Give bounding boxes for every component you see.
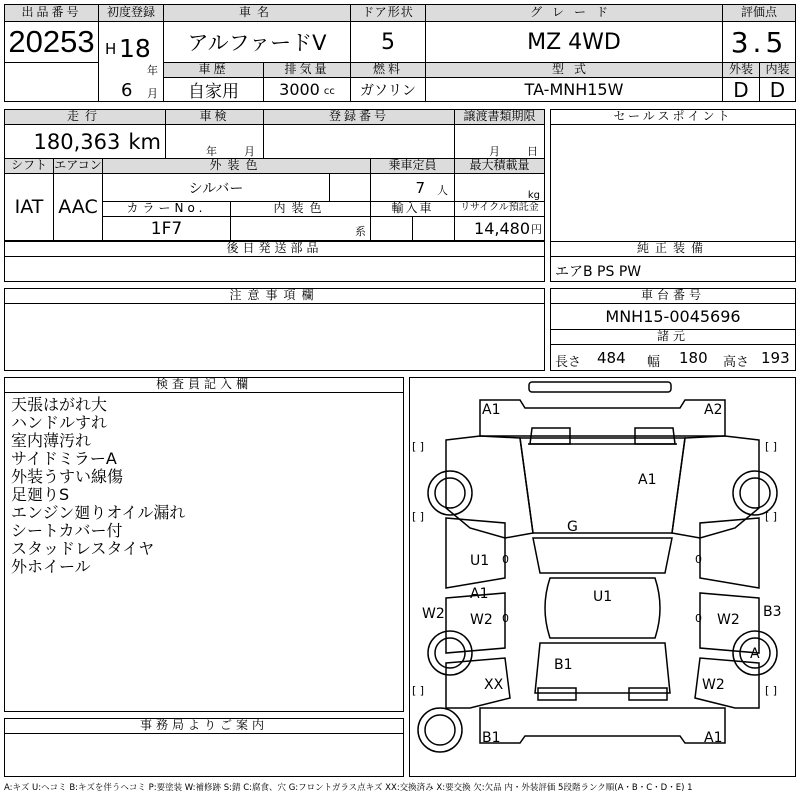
import-value-b <box>412 216 455 241</box>
seats-value <box>370 173 455 202</box>
recycle-unit: 円 <box>531 222 542 236</box>
int-label: 内装 <box>759 62 796 78</box>
model-value-text: TA-MNH15W <box>524 80 624 99</box>
history-label: 車歴 <box>163 62 264 78</box>
note-line: 足廻りS <box>11 485 70 504</box>
ext-label: 外装 <box>722 62 760 78</box>
mileage-unit: km <box>128 129 161 154</box>
car-outline <box>410 378 795 776</box>
zero-right-rear: 0 <box>695 612 702 625</box>
later-parts-label: 後日発送部品 <box>4 241 545 257</box>
mark-xx-left-rear: XX <box>484 677 504 693</box>
note-line: ハンドルすれ <box>11 413 108 432</box>
lot-label: 出品番号 <box>4 4 99 22</box>
mark-a1-left-rear: A1 <box>470 586 489 602</box>
mark-u1-left-door: U1 <box>470 553 490 569</box>
note-line: スタッドレスタイヤ <box>11 539 155 558</box>
office-value <box>4 733 404 777</box>
mark-u1-roof: U1 <box>593 589 613 605</box>
model-value <box>425 77 723 102</box>
lot-number-text: 20253 <box>8 24 95 59</box>
recycle-value-text: 14,480 <box>474 219 530 238</box>
sales-value <box>550 124 796 242</box>
grade-label: グレード <box>425 4 723 22</box>
car-diagram <box>409 377 796 777</box>
recycle-value <box>454 216 545 241</box>
color-value-text: シルバー <box>188 180 244 197</box>
note-line: エンジン廻りオイル漏れ <box>11 503 186 522</box>
history-value-text: 自家用 <box>188 82 239 102</box>
name-label: 車名 <box>163 4 351 22</box>
inspection-label: 車検 <box>165 109 264 125</box>
year-unit: 年 <box>147 64 158 77</box>
door-value <box>350 21 426 63</box>
mark-w2-left-wheel: W2 <box>422 606 445 622</box>
caution-label: 注意事項欄 <box>4 288 545 304</box>
mark-a1-front-left: A1 <box>482 402 501 418</box>
fuel-value <box>350 77 426 102</box>
color-extra <box>329 173 371 202</box>
era: H <box>105 40 117 58</box>
later-parts-value <box>4 256 545 282</box>
mileage-value-text: 180,363 <box>33 129 121 154</box>
reg-number-label: 登録番号 <box>263 109 455 125</box>
color-value <box>102 173 330 202</box>
mark-a1-hood: A1 <box>638 472 657 488</box>
zero-right-front: 0 <box>695 553 702 566</box>
reg-number-value <box>263 124 455 159</box>
first-reg-box <box>98 21 164 102</box>
ac-value <box>53 173 103 241</box>
fuel-value-text: ガソリン <box>360 82 416 99</box>
mark-w2-left-rear: W2 <box>470 612 493 628</box>
dims-value <box>550 344 796 371</box>
first-reg-label: 初度登録 <box>98 4 164 22</box>
import-value-a <box>370 216 413 241</box>
mark-g-windshield: G <box>567 519 578 535</box>
caution-value <box>4 303 545 371</box>
mark-w2-right-rear: W2 <box>717 612 740 628</box>
recycle-label: リサイクル預託金 <box>454 201 545 217</box>
disp-label: 排気量 <box>263 62 351 78</box>
reg-year: 18 <box>119 34 151 63</box>
chassis-value-text: MNH15-0045696 <box>605 307 741 326</box>
bracket-left-top: [ ] <box>412 440 425 453</box>
seats-label: 乗車定員 <box>370 158 455 174</box>
bracket-right-top: [ ] <box>765 440 778 453</box>
mark-a2-front-right: A2 <box>704 402 723 418</box>
note-line: 外装うすい線傷 <box>11 467 124 486</box>
int-value <box>759 77 796 102</box>
colorno-label: カラーNo. <box>102 201 231 217</box>
bracket-left-bottom: [ ] <box>412 684 425 697</box>
grade-value <box>425 21 723 63</box>
score-value <box>722 21 796 63</box>
seats-value-text: 7 <box>415 178 425 197</box>
ac-value-text: AAC <box>58 196 98 218</box>
equip-label: 純正装備 <box>550 241 796 257</box>
zero-left-front: 0 <box>502 553 509 566</box>
score-label: 評価点 <box>722 4 796 22</box>
equip-value <box>550 256 796 282</box>
note-line: 室内薄汚れ <box>11 431 92 450</box>
car-name-text: アルファードV <box>187 31 327 55</box>
tr-month-unit: 月 <box>489 145 500 158</box>
fuel-label: 燃料 <box>350 62 426 78</box>
mark-b1-rear: B1 <box>554 657 573 673</box>
note-line: 天張はがれ大 <box>11 395 108 414</box>
int-value-text: D <box>769 77 786 102</box>
load-label: 最大積載量 <box>454 158 545 174</box>
note-line: シートカバー付 <box>11 521 123 540</box>
transfer-value <box>454 124 545 159</box>
colorno-value <box>102 216 231 241</box>
sales-label: セールスポイント <box>550 109 796 125</box>
intcolor-value <box>230 216 371 241</box>
model-label: 型式 <box>425 62 723 78</box>
width-label: 幅 <box>647 355 661 370</box>
door-value-text: 5 <box>381 29 395 55</box>
grade-value-text: MZ 4WD <box>527 29 621 55</box>
mileage-value <box>4 124 166 159</box>
len-label: 長さ <box>555 355 582 370</box>
intcolor-label: 内装色 <box>230 201 371 217</box>
import-label: 輸入車 <box>370 201 455 217</box>
mark-b3-right-wheel: B3 <box>763 604 782 620</box>
history-value <box>163 77 264 102</box>
mileage-label: 走行 <box>4 109 166 125</box>
len-value: 484 <box>597 349 626 367</box>
load-value <box>454 173 545 202</box>
lot-number <box>4 21 99 63</box>
chassis-label: 車台番号 <box>550 288 796 304</box>
office-label: 事務局よりご案内 <box>4 718 404 734</box>
door-label: ドア形状 <box>350 4 426 22</box>
disp-value <box>263 77 351 102</box>
equip-value-text: エアB PS PW <box>555 264 642 280</box>
bracket-right-bottom: [ ] <box>765 684 778 697</box>
car-name <box>163 21 351 63</box>
load-unit: kg <box>527 190 540 201</box>
mark-a1-rear-right: A1 <box>704 730 723 746</box>
seats-unit: 人 <box>437 183 448 197</box>
intcolor-unit: 系 <box>355 224 366 238</box>
color-label: 外装色 <box>102 158 371 174</box>
legend: A:キズ U:ヘコミ B:キズを伴うヘコミ P:要塗装 W:補修跡 S:錆 C:腐食、穴 G:フロントガラス点キズ XX:交換済み X:要交換 欠:欠品 内・外装評価 5段階ランク順(A・B・C・D・E) 1 <box>4 783 693 793</box>
shift-value <box>4 173 54 241</box>
shift-value-text: IAT <box>14 196 44 218</box>
ext-value <box>722 77 760 102</box>
reg-month: 6 <box>121 80 133 101</box>
transfer-label: 譲渡書類期限 <box>454 109 545 125</box>
height-label: 高さ <box>723 355 750 370</box>
insp-year-unit: 年 <box>206 145 217 158</box>
width-value: 180 <box>679 349 708 367</box>
mark-w2-right-quarter: W2 <box>702 677 725 693</box>
bracket-left-mid: [ ] <box>412 510 425 523</box>
month-unit: 月 <box>147 87 158 100</box>
note-line: 外ホイール <box>11 557 91 576</box>
inspection-value <box>165 124 264 159</box>
mark-a-right-tire: A <box>750 646 760 662</box>
chassis-value <box>550 303 796 330</box>
disp-value-text: 3000 <box>279 80 320 99</box>
disp-unit: cc <box>323 86 335 97</box>
lot-blank <box>4 62 99 102</box>
ext-value-text: D <box>733 77 749 102</box>
score-value-text: 3.5 <box>730 25 788 59</box>
height-value: 193 <box>761 349 790 367</box>
mark-b1-rear-left: B1 <box>482 730 501 746</box>
inspector-notes <box>4 392 404 712</box>
tr-day-unit: 日 <box>527 145 538 158</box>
ac-label: エアコン <box>54 158 102 172</box>
dims-label: 諸元 <box>550 329 796 345</box>
note-line: サイドミラーA <box>11 449 117 468</box>
shift-label: シフト <box>4 158 54 174</box>
insp-month-unit: 月 <box>244 145 255 158</box>
inspector-label: 検査員記入欄 <box>4 377 404 393</box>
zero-left-rear: 0 <box>502 612 509 625</box>
bracket-right-mid: [ ] <box>765 510 778 523</box>
colorno-value-text: 1F7 <box>150 218 183 239</box>
